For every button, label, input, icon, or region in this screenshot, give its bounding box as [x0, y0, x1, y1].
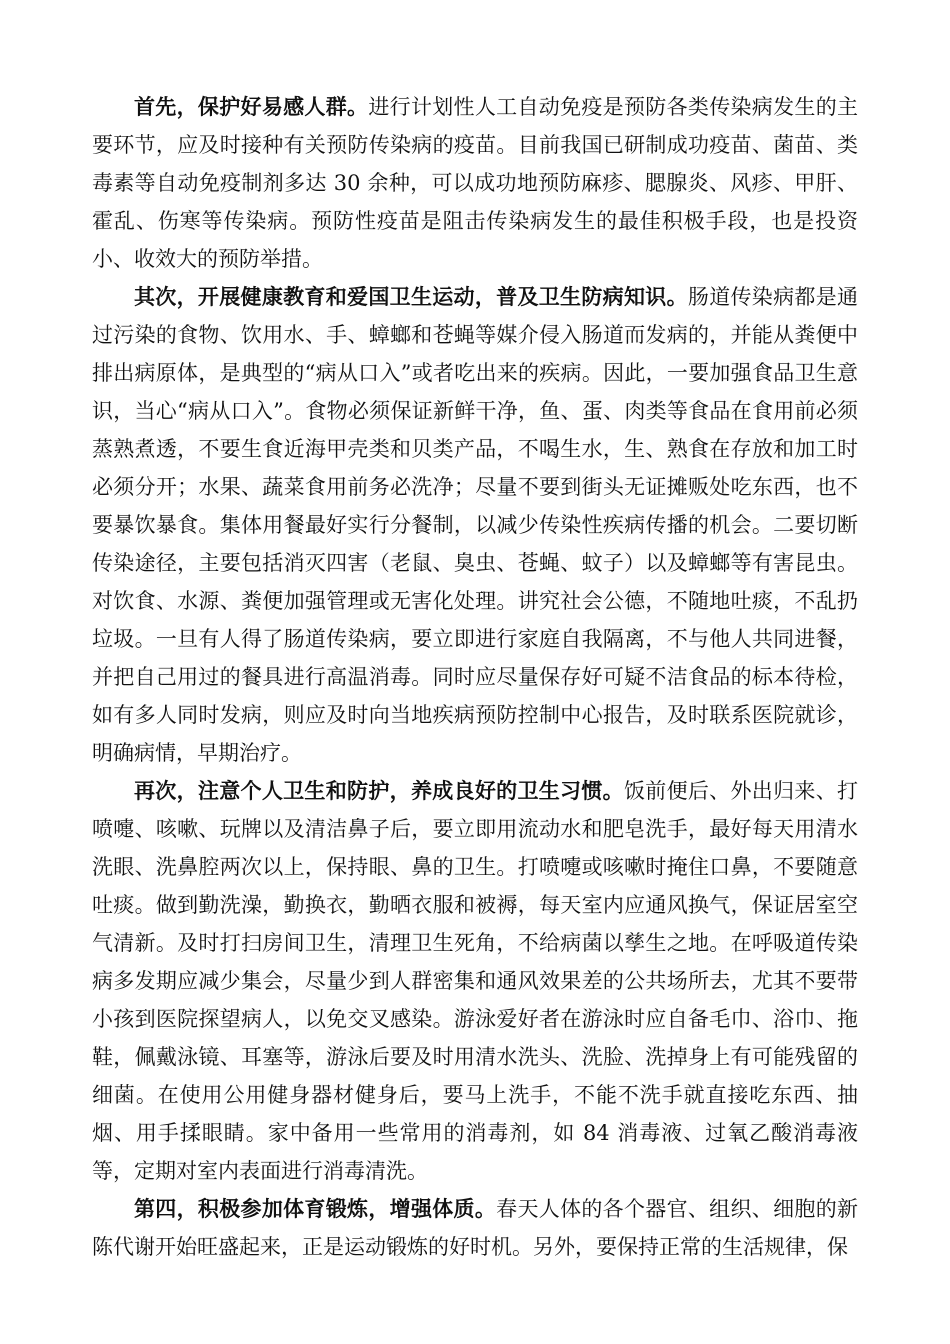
- paragraph-body: 肠道传染病都是通过污染的食物、饮用水、手、蟑螂和苍蝇等媒介侵入肠道而发病的，并能从粪便中排出病原体，是典型的“病从口入”或者吃出来的疾病。因此，一要加强食品卫生意识，当心“病从口入”。食物必须保证新鲜干净，鱼、蛋、肉类等食品在食用前必须蒸熟煮透，不要生食近海甲壳类和贝类产品，不喝生水，生、熟食在存放和加工时必须分开；水果、蔬菜食用前务必洗净；尽量不要到街头无证摊贩处吃东西，也不要暴饮暴食。集体用餐最好实行分餐制，以减少传染性疾病传播的机会。二要切断传染途径，主要包括消灭四害（老鼠、臭虫、苍蝇、蚊子）以及蟑螂等有害昆虫。对饮食、水源、粪便加强管理或无害化处理。讲究社会公德，不随地吐痰，不乱扔垃圾。一旦有人得了肠道传染病，要立即进行家庭自我隔离，不与他人共同进餐，并把自己用过的餐具进行高温消毒。同时应尽量保存好可疑不洁食品的标本待检，如有多人同时发病，则应及时向当地疾病预防控制中心报告，及时联系医院就诊，明确病情，早期治疗。: [92, 285, 859, 765]
- paragraph-physical-exercise: [92, 1190, 858, 1266]
- paragraph-personal-hygiene: [92, 772, 858, 1190]
- paragraph-heading: 第四，积极参加体育锻炼，增强体质。: [134, 1197, 497, 1221]
- paragraph-heading: 其次，开展健康教育和爱国卫生运动，普及卫生防病知识。: [134, 285, 688, 309]
- paragraph-protect-susceptible: [92, 88, 858, 278]
- paragraph-health-education: [92, 278, 858, 772]
- paragraph-body: 进行计划性人工自动免疫是预防各类传染病发生的主要环节，应及时接种有关预防传染病的疫苗。目前我国已研制成功疫苗、菌苗、类毒素等自动免疫制剂多达 30 余种，可以成功地预防麻疹、腮腺炎、风疹、甲肝、霍乱、伤寒等传染病。预防性疫苗是阻击传染病发生的最佳积极手段，也是投资小、收效大的预防举措。: [92, 95, 859, 271]
- paragraph-heading: 再次，注意个人卫生和防护，养成良好的卫生习惯。: [134, 779, 624, 803]
- paragraph-body: 饭前便后、外出归来、打喷嚏、咳嗽、玩牌以及清洁鼻子后，要立即用流动水和肥皂洗手，最好每天用清水洗眼、洗鼻腔两次以上，保持眼、鼻的卫生。打喷嚏或咳嗽时掩住口鼻，不要随意吐痰。做到勤洗澡，勤换衣，勤晒衣服和被褥，每天室内应通风换气，保证居室空气清新。及时打扫房间卫生，清理卫生死角，不给病菌以孳生之地。在呼吸道传染病多发期应减少集会，尽量少到人群密集和通风效果差的公共场所去，尤其不要带小孩到医院探望病人，以免交叉感染。游泳爱好者在游泳时应自备毛巾、浴巾、拖鞋，佩戴泳镜、耳塞等，游泳后要及时用清水洗头、洗脸、洗掉身上有可能残留的细菌。在使用公用健身器材健身后，要马上洗手，不能不洗手就直接吃东西、抽烟、用手揉眼睛。家中备用一些常用的消毒剂，如 84 消毒液、过氧乙酸消毒液等，定期对室内表面进行消毒清洗。: [92, 779, 858, 1183]
- paragraph-body: 春天人体的各个器官、组织、细胞的新陈代谢开始旺盛起来，正是运动锻炼的好时机。另外，要保持正常的生活规律，保: [92, 1197, 859, 1259]
- document-page: [92, 88, 858, 1266]
- paragraph-heading: 首先，保护好易感人群。: [134, 95, 369, 119]
